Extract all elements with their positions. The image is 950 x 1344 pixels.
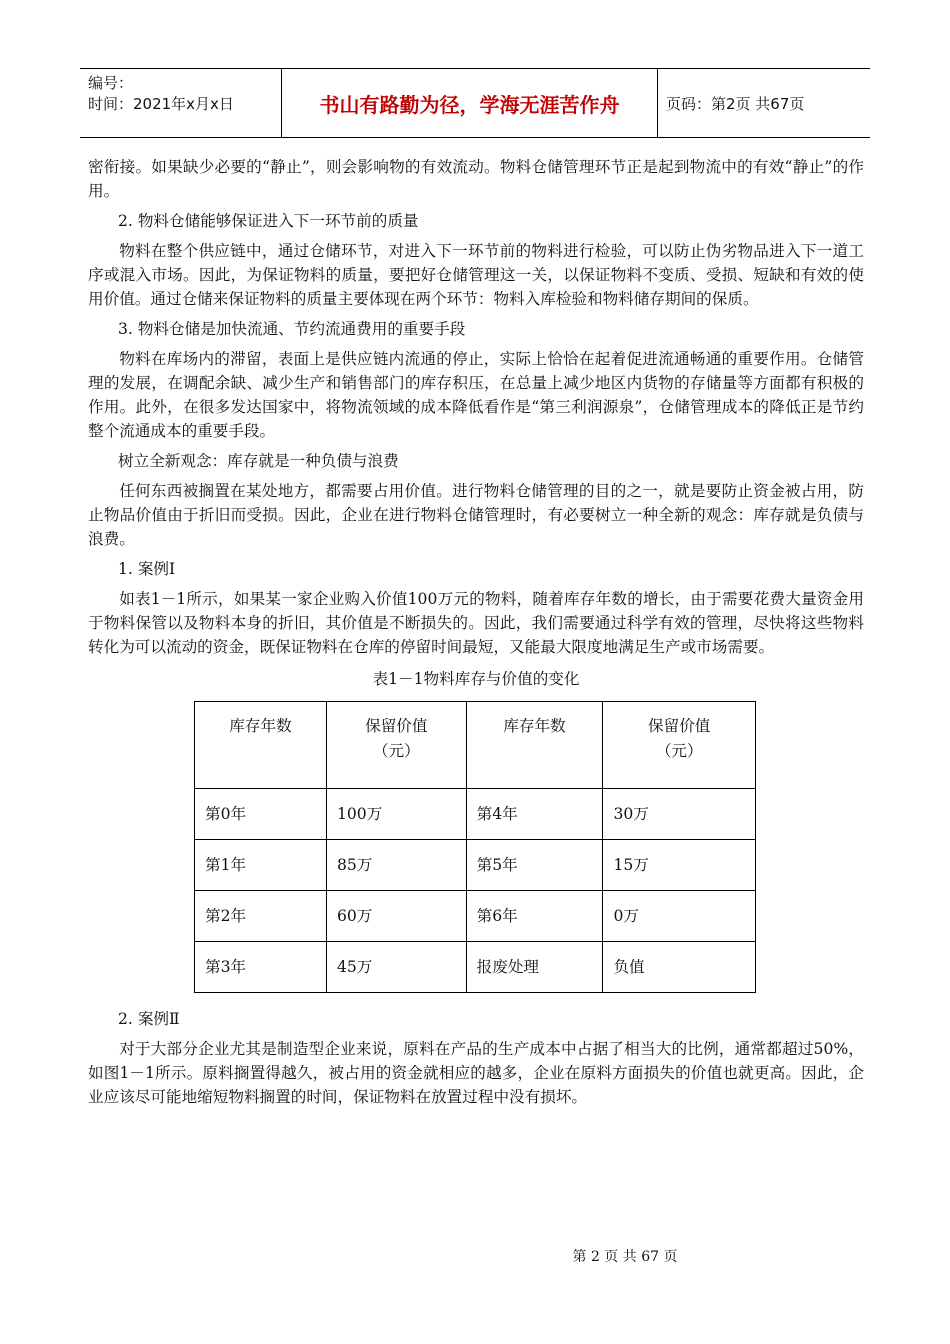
table-cell: 100万 (326, 789, 466, 840)
footer-page-number: 第 2 页 共 67 页 (572, 1249, 678, 1265)
header-time: 时间：2021年x月x日 (88, 95, 234, 113)
table-cell: 第0年 (195, 789, 327, 840)
table-cell: 85万 (326, 840, 466, 891)
table-cell: 第4年 (466, 789, 603, 840)
table-header-cell: 库存年数 (195, 702, 327, 789)
section-heading: 2. 案例Ⅱ (118, 1010, 180, 1028)
table-header-cell: 保留价值 （元） (326, 702, 466, 789)
section-heading: 3. 物料仓储是加快流通、节约流通费用的重要手段 (118, 320, 466, 338)
table-cell: 第5年 (466, 840, 603, 891)
table-caption: 表1－1物料库存与价值的变化 (372, 670, 580, 688)
paragraph: 密衔接。如果缺少必要的“静止”，则会影响物的有效流动。物料仓储管理环节正是起到物流中的有效“静止”的作用。 (88, 158, 864, 200)
table-row (195, 891, 756, 942)
table-cell: 45万 (326, 942, 466, 993)
table-cell: 报废处理 (466, 942, 603, 993)
header-page-label: 页码：第2页 共67页 (666, 94, 805, 113)
document-body (88, 155, 864, 1115)
table-cell: 第1年 (195, 840, 327, 891)
table-header-cell: 保留价值 （元） (603, 702, 756, 789)
table-cell: 30万 (603, 789, 756, 840)
paragraph: 如表1－1所示，如果某一家企业购入价值100万元的物料，随着库存年数的增长，由于需要花费大量资金用于物料保管以及物料本身的折旧，其价值是不断损失的。因此，我们需要通过科学有效的管理，尽快将这些物料转化为可以流动的资金，既保证物料在仓库的停留时间最短，又能最大限度地满足生产或市场需要。 (88, 590, 864, 656)
section-heading: 树立全新观念：库存就是一种负债与浪费 (118, 452, 399, 470)
header-meta (80, 69, 282, 137)
table-cell: 第3年 (195, 942, 327, 993)
section-heading: 2. 物料仓储能够保证进入下一环节前的质量 (118, 212, 419, 230)
table-cell: 第2年 (195, 891, 327, 942)
table-header-cell: 库存年数 (466, 702, 603, 789)
header-number: 编号： (88, 74, 134, 92)
table-cell: 第6年 (466, 891, 603, 942)
table-header-row (195, 702, 756, 789)
table-row (195, 789, 756, 840)
header-motto: 书山有路勤为径，学海无涯苦作舟 (282, 69, 658, 137)
table-cell: 15万 (603, 840, 756, 891)
paragraph: 对于大部分企业尤其是制造型企业来说，原料在产品的生产成本中占据了相当大的比例，通常都超过50%，如图1－1所示。原料搁置得越久，被占用的资金就相应的越多，企业在原料方面损失的价值也就更高。因此，企业应该尽可能地缩短物料搁置的时间，保证物料在放置过程中没有损坏。 (88, 1040, 864, 1106)
inventory-value-table (194, 701, 756, 993)
page-footer (0, 1246, 950, 1266)
table-cell: 0万 (603, 891, 756, 942)
section-heading: 1. 案例Ⅰ (118, 560, 176, 578)
table-row (195, 840, 756, 891)
paragraph: 任何东西被搁置在某处地方，都需要占用价值。进行物料仓储管理的目的之一，就是要防止资金被占用，防止物品价值由于折旧而受损。因此，企业在进行物料仓储管理时，有必要树立一种全新的观念：库存就是负债与浪费。 (88, 482, 864, 548)
paragraph: 物料在库场内的滞留，表面上是供应链内流通的停止，实际上恰恰在起着促进流通畅通的重要作用。仓储管理的发展，在调配余缺、减少生产和销售部门的库存积压，在总量上减少地区内货物的存储量等方面都有积极的作用。此外，在很多发达国家中，将物流领域的成本降低看作是“第三利润源泉”，仓储管理成本的降低正是节约整个流通成本的重要手段。 (88, 350, 864, 440)
paragraph: 物料在整个供应链中，通过仓储环节，对进入下一环节前的物料进行检验，可以防止伪劣物品进入下一道工序或混入市场。因此，为保证物料的质量，要把好仓储管理这一关，以保证物料不变质、受损、短缺和有效的使用价值。通过仓储来保证物料的质量主要体现在两个环节：物料入库检验和物料储存期间的保质。 (88, 242, 864, 308)
table-cell: 负值 (603, 942, 756, 993)
table-cell: 60万 (326, 891, 466, 942)
table-row (195, 942, 756, 993)
page-header (80, 68, 870, 138)
